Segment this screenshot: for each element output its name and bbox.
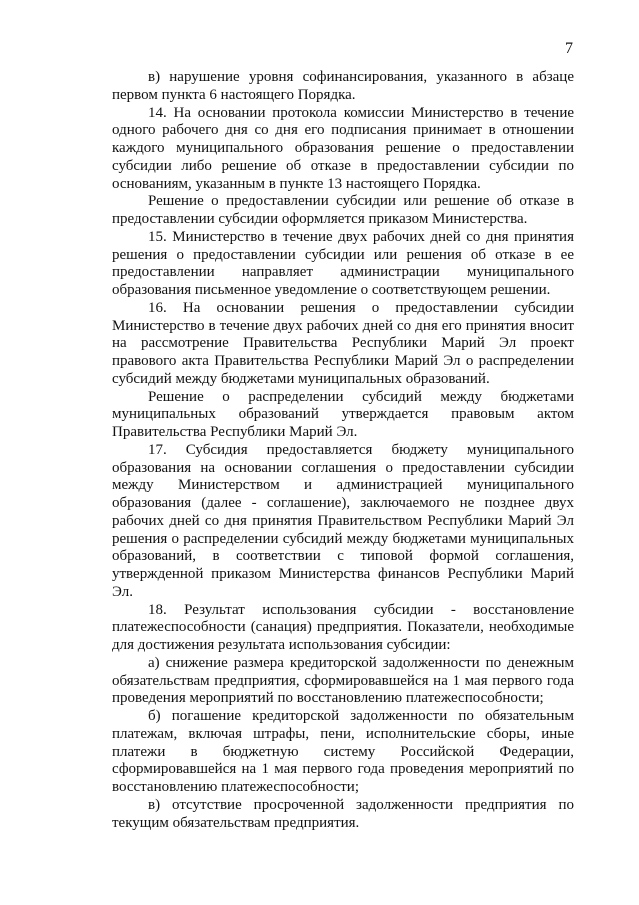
- paragraph-item-b: б) погашение кредиторской задолженности по обязательным платежам, включая штрафы, пени, исполнительские сборы, иные платежи в бюджетную систему Российской Федерации, сформировавшейся на 1 мая первого года проведения мероприятий по восстановлению платежеспособности;: [112, 708, 574, 795]
- paragraph-distribution-decision: Решение о распределении субсидий между бюджетами муниципальных образований утверждается правовым актом Правительства Республики Марий Эл.: [112, 388, 574, 440]
- paragraph-clause-17: 17. Субсидия предоставляется бюджету муниципального образования на основании соглашения о предоставлении субсидии между Министерством и администрацией муниципального образования (далее - соглашение), заключаемого не позднее двух рабочих дней со дня принятия Правительством Республики Марий Эл решения о распределении субсидий между бюджетами муниципальных образований, в соответствии с типовой формой соглашения, утвержденной приказом Министерства финансов Республики Марий Эл.: [112, 441, 574, 600]
- paragraph-clause-14: 14. На основании протокола комиссии Министерство в течение одного рабочего дня со дня его подписания принимает в отношении каждого муниципального образования решение о предоставлении субсидии либо решение об отказе в предоставлении субсидии по основаниям, указанным в пункте 13 настоящего Порядка.: [112, 104, 574, 192]
- paragraph-clause-16: 16. На основании решения о предоставлении субсидии Министерство в течение двух рабочих дней со дня его принятия вносит на рассмотрение Правительства Республики Марий Эл проект правового акта Правительства Республики Марий Эл о распределении субсидий между бюджетами муниципальных образований.: [112, 299, 574, 387]
- paragraph-item-a: а) снижение размера кредиторской задолженности по денежным обязательствам предприятия, сформировавшейся на 1 мая первого года проведения мероприятий по восстановлению платежеспособности;: [112, 654, 574, 707]
- page-number: 7: [565, 40, 573, 57]
- paragraph-item-v-no-debt: в) отсутствие просроченной задолженности предприятия по текущим обязательствам предприятия.: [112, 796, 574, 831]
- paragraph-clause-18: 18. Результат использования субсидии - восстановление платежеспособности (санация) предприятия. Показатели, необходимые для достижения результата использования субсидии:: [112, 601, 574, 653]
- paragraph-decision-order: Решение о предоставлении субсидии или решение об отказе в предоставлении субсидии оформляется приказом Министерства.: [112, 193, 574, 227]
- paragraph-item-v-violation: в) нарушение уровня софинансирования, указанного в абзаце первом пункта 6 настоящего Порядка.: [112, 69, 574, 103]
- paragraph-clause-15: 15. Министерство в течение двух рабочих дней со дня принятия решения о предоставлении субсидии или решения об отказе в ее предоставлении направляет администрации муниципального образования письменное уведомление о соответствующем решении.: [112, 228, 574, 298]
- body-text: [112, 69, 574, 832]
